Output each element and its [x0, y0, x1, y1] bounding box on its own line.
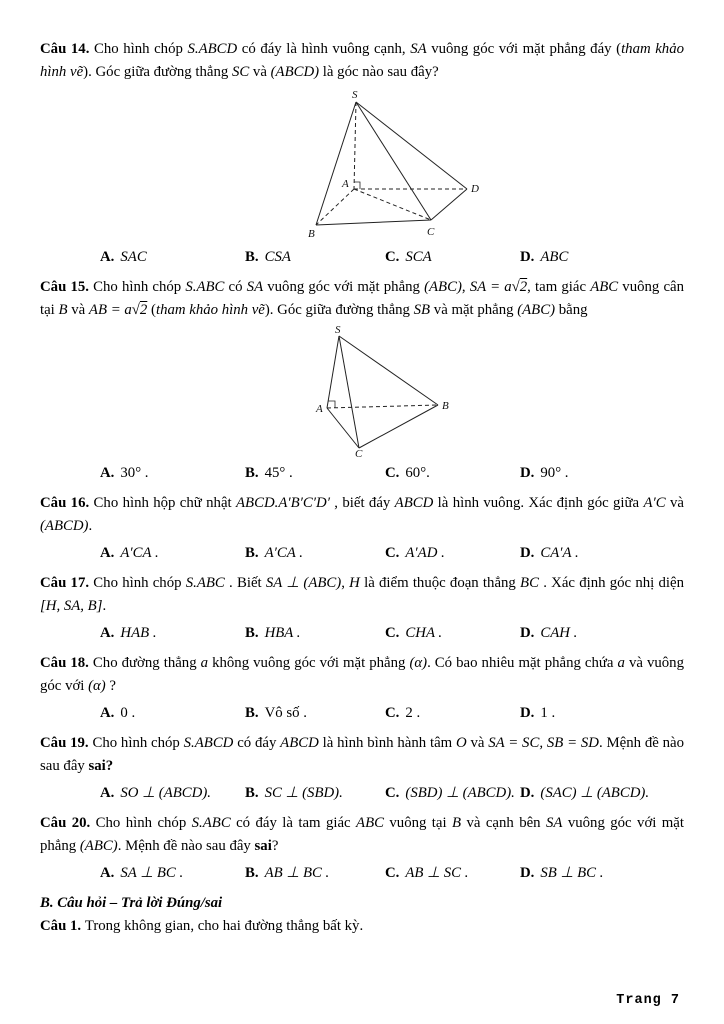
- text-run: sai?: [88, 758, 114, 774]
- text-run: A′C: [643, 495, 666, 511]
- answer-option-16a: [100, 542, 245, 564]
- text-run: và mặt phẳng: [430, 302, 518, 318]
- text-run: AB = a: [88, 302, 132, 318]
- text-run: . Có bao nhiêu mặt phẳng chứa: [427, 655, 618, 671]
- answer-label: A.: [100, 705, 115, 721]
- answer-label: B.: [245, 625, 259, 641]
- answer-label: D.: [520, 465, 535, 481]
- vertex-labels: [315, 324, 449, 458]
- text-run: SA = SC, SB = SD: [488, 735, 599, 751]
- answer-text: HAB .: [120, 625, 157, 641]
- vertex-label-a: A: [342, 178, 349, 190]
- figure-solid-edges: [327, 336, 438, 448]
- answer-option-15c: [385, 462, 520, 484]
- text-run: Cho hình chóp: [95, 815, 192, 831]
- answer-label: C.: [385, 249, 400, 265]
- answer-option-20a: [100, 862, 245, 884]
- right-angle-mark: [328, 401, 335, 408]
- answer-text: HBA .: [264, 625, 301, 641]
- answer-text: SO ⊥ (ABCD).: [120, 785, 211, 801]
- section-b-question-1: [40, 915, 684, 938]
- answer-label: D.: [520, 865, 535, 881]
- text-run: B: [452, 815, 462, 831]
- pyramid-sabc-svg: [312, 324, 457, 458]
- text-run: SA: [546, 815, 563, 831]
- text-run: S.ABCD: [183, 735, 234, 751]
- answer-option-17d: [520, 622, 684, 644]
- answer-option-14a: [100, 246, 245, 268]
- text-run: Trong không gian, cho hai đường thẳng bất kỳ.: [84, 918, 364, 934]
- question-18-answers: [40, 702, 684, 724]
- text-run: có đáy: [233, 735, 281, 751]
- question-20-text: [40, 812, 684, 858]
- text-run: và vuông góc với: [40, 655, 684, 694]
- answer-text: A′AD .: [405, 545, 445, 561]
- answer-label: C.: [385, 625, 400, 641]
- question-16-text: [40, 492, 684, 538]
- question-20-answers: [40, 862, 684, 884]
- answer-text: Vô số .: [264, 705, 307, 721]
- answer-label: C.: [385, 785, 400, 801]
- text-run: SA: [410, 41, 427, 57]
- answer-option-20c: [385, 862, 520, 884]
- answer-option-14b: [245, 246, 385, 268]
- vertex-labels: [308, 89, 479, 240]
- text-run: Cho hình chóp: [93, 41, 188, 57]
- answer-text: 0 .: [120, 705, 136, 721]
- answer-option-15d: [520, 462, 684, 484]
- question-block-15: [40, 276, 684, 484]
- text-run: √2: [511, 279, 528, 295]
- question-block-18: [40, 652, 684, 724]
- answer-text: SAC: [120, 249, 147, 265]
- figure-pyramid-sabc: [312, 324, 684, 458]
- vertex-label-a: A: [316, 403, 323, 415]
- text-run: (ABC): [424, 279, 462, 295]
- text-run: là hình bình hành tâm: [318, 735, 456, 751]
- text-run: a: [200, 655, 209, 671]
- text-run: B. Câu hỏi – Trả lời Đúng/sai: [40, 895, 223, 911]
- answer-option-18c: [385, 702, 520, 724]
- question-14-text: [40, 38, 684, 84]
- figure-solid-edges: [316, 102, 467, 225]
- figure-pyramid-sabcd: [298, 88, 684, 242]
- answer-label: A.: [100, 785, 115, 801]
- text-run: [H, SA, B]: [40, 598, 103, 614]
- answer-label: B.: [245, 249, 259, 265]
- text-run: vuông góc với mặt phẳng đáy (: [426, 41, 622, 57]
- text-run: , biết đáy: [329, 495, 395, 511]
- text-run: là điểm thuộc đoạn thẳng: [359, 575, 521, 591]
- answer-option-15a: [100, 462, 245, 484]
- question-17-answers: [40, 622, 684, 644]
- vertex-label-b: B: [308, 228, 315, 240]
- question-block-17: [40, 572, 684, 644]
- text-run: vuông góc với mặt phẳng: [40, 815, 684, 854]
- answer-text: SB ⊥ BC .: [540, 865, 604, 881]
- text-run: Câu 20.: [40, 815, 96, 831]
- text-run: vuông cân tại: [40, 279, 684, 318]
- answer-label: B.: [245, 785, 259, 801]
- question-block-14: [40, 38, 684, 268]
- answer-option-15b: [245, 462, 385, 484]
- vertex-label-s: S: [335, 324, 341, 336]
- text-run: (α): [409, 655, 428, 671]
- text-run: SC: [231, 64, 250, 80]
- answer-text: 45° .: [264, 465, 293, 481]
- text-run: ABC: [356, 815, 384, 831]
- vertex-label-s: S: [352, 89, 358, 101]
- page-number: Trang 7: [616, 993, 680, 1008]
- answer-option-14d: [520, 246, 684, 268]
- text-run: tham khảo hình vẽ: [155, 302, 265, 318]
- text-run: . Biết: [224, 575, 266, 591]
- answer-label: C.: [385, 545, 400, 561]
- text-run: S.ABC: [185, 279, 225, 295]
- text-run: ). Góc giữa đường thẳng: [264, 302, 414, 318]
- text-run: (ABCD): [270, 64, 320, 80]
- vertex-label-d: D: [471, 183, 479, 195]
- text-run: có: [224, 279, 247, 295]
- text-run: (α): [88, 678, 106, 694]
- answer-text: ABC: [540, 249, 569, 265]
- question-17-text: [40, 572, 684, 618]
- text-run: Cho hình hộp chữ nhật: [93, 495, 237, 511]
- answer-option-17a: [100, 622, 245, 644]
- answer-label: A.: [100, 545, 115, 561]
- answer-option-14c: [385, 246, 520, 268]
- answer-label: B.: [245, 465, 259, 481]
- text-run: bằng: [555, 302, 588, 318]
- text-run: . Xác định góc nhị diện: [538, 575, 684, 591]
- answer-text: 1 .: [540, 705, 556, 721]
- answer-label: D.: [520, 705, 535, 721]
- text-run: và: [466, 735, 489, 751]
- answer-option-19b: [245, 782, 385, 804]
- text-run: Câu 15.: [40, 279, 94, 295]
- text-run: Cho hình chóp: [93, 279, 186, 295]
- answer-option-17b: [245, 622, 385, 644]
- text-run: có đáy là hình vuông cạnh,: [237, 41, 411, 57]
- text-run: ,: [461, 279, 470, 295]
- answer-label: A.: [100, 625, 115, 641]
- answer-text: AB ⊥ BC .: [264, 865, 330, 881]
- pyramid-sabcd-svg: [298, 88, 508, 242]
- text-run: và: [665, 495, 684, 511]
- figure-dashed-edges: [316, 102, 467, 225]
- question-block-16: [40, 492, 684, 564]
- answer-label: A.: [100, 249, 115, 265]
- vertex-label-b: C: [355, 448, 363, 458]
- text-run: .: [88, 518, 93, 534]
- answer-text: A′CA .: [264, 545, 303, 561]
- text-run: (: [147, 302, 156, 318]
- answer-text: (SAC) ⊥ (ABCD).: [540, 785, 650, 801]
- text-run: ?: [105, 678, 117, 694]
- question-block-19: [40, 732, 684, 804]
- section-b-heading: [40, 892, 684, 915]
- answer-label: B.: [245, 545, 259, 561]
- text-run: S.ABC: [185, 575, 225, 591]
- answer-option-19d: [520, 782, 684, 804]
- text-run: Cho hình chóp: [92, 735, 184, 751]
- answer-option-18a: [100, 702, 245, 724]
- text-run: có đáy là tam giác: [230, 815, 357, 831]
- answer-label: A.: [100, 865, 115, 881]
- text-run: và: [249, 64, 271, 80]
- answer-text: CA′A .: [540, 545, 579, 561]
- answer-option-16b: [245, 542, 385, 564]
- answer-text: CSA: [264, 249, 291, 265]
- answer-text: SA ⊥ BC .: [120, 865, 184, 881]
- answer-text: CAH .: [540, 625, 578, 641]
- text-run: ABCD.A′B′C′D′: [236, 495, 330, 511]
- answer-option-16d: [520, 542, 684, 564]
- text-run: ABCD: [394, 495, 434, 511]
- text-run: . Mệnh đề nào sau đây: [117, 838, 255, 854]
- text-run: , tam giác: [527, 279, 591, 295]
- text-run: ,: [341, 575, 350, 591]
- answer-option-19a: [100, 782, 245, 804]
- text-run: O: [455, 735, 467, 751]
- answer-option-16c: [385, 542, 520, 564]
- answer-label: B.: [245, 705, 259, 721]
- answer-option-20d: [520, 862, 684, 884]
- text-run: vuông tại: [383, 815, 453, 831]
- text-run: S.ABCD: [187, 41, 238, 57]
- text-run: và cạnh bên: [461, 815, 546, 831]
- text-run: BC: [520, 575, 539, 591]
- text-run: (ABC): [79, 838, 118, 854]
- answer-text: 30° .: [120, 465, 149, 481]
- question-block-20: [40, 812, 684, 884]
- answer-label: B.: [245, 865, 259, 881]
- text-run: Cho hình chóp: [93, 575, 186, 591]
- answer-label: A.: [100, 465, 115, 481]
- text-run: S.ABC: [191, 815, 231, 831]
- answer-option-19c: [385, 782, 520, 804]
- answer-option-20b: [245, 862, 385, 884]
- answer-text: 60°.: [405, 465, 430, 481]
- vertex-label-c: C: [427, 226, 435, 238]
- text-run: Câu 19.: [40, 735, 93, 751]
- text-run: B: [58, 302, 68, 318]
- text-run: là hình vuông. Xác định góc giữa: [433, 495, 644, 511]
- question-19-answers: [40, 782, 684, 804]
- text-run: (ABC): [517, 302, 556, 318]
- text-run: ABC: [590, 279, 619, 295]
- text-run: Cho đường thẳng: [92, 655, 201, 671]
- text-run: ABCD: [280, 735, 319, 751]
- text-run: Câu 17.: [40, 575, 94, 591]
- text-run: Câu 18.: [40, 655, 93, 671]
- text-run: là góc nào sau đây?: [319, 64, 439, 80]
- answer-option-18d: [520, 702, 684, 724]
- answer-text: SC ⊥ (SBD).: [264, 785, 343, 801]
- text-run: H: [349, 575, 360, 591]
- answer-label: D.: [520, 249, 535, 265]
- text-run: (ABCD): [40, 518, 89, 534]
- text-run: sai: [254, 838, 272, 854]
- answer-text: A′CA .: [120, 545, 159, 561]
- answer-text: (SBD) ⊥ (ABCD).: [405, 785, 515, 801]
- right-angle-mark: [354, 182, 360, 189]
- question-19-text: [40, 732, 684, 778]
- text-run: Câu 14.: [40, 41, 94, 57]
- text-run: SB: [413, 302, 431, 318]
- text-run: SA ⊥ (ABC): [265, 575, 342, 591]
- text-run: ?: [271, 838, 279, 854]
- answer-label: D.: [520, 625, 535, 641]
- answer-label: C.: [385, 705, 400, 721]
- text-run: và: [67, 302, 89, 318]
- answer-label: C.: [385, 865, 400, 881]
- text-run: √2: [131, 302, 148, 318]
- question-16-answers: [40, 542, 684, 564]
- question-14-answers: [40, 246, 684, 268]
- figure-dashed-edges: [327, 405, 438, 408]
- answer-label: C.: [385, 465, 400, 481]
- answer-label: D.: [520, 545, 535, 561]
- question-15-text: [40, 276, 684, 322]
- text-run: vuông góc với mặt phẳng: [263, 279, 425, 295]
- answer-text: 90° .: [540, 465, 569, 481]
- answer-option-18b: [245, 702, 385, 724]
- text-run: ). Góc giữa đường thẳng: [83, 64, 232, 80]
- answer-text: AB ⊥ SC .: [405, 865, 469, 881]
- text-run: . Mệnh đề nào sau đây: [40, 735, 684, 774]
- text-run: SA = a: [469, 279, 512, 295]
- text-run: Câu 1.: [40, 918, 85, 934]
- answer-label: D.: [520, 785, 535, 801]
- text-run: SA: [246, 279, 264, 295]
- vertex-label-c: B: [442, 400, 449, 412]
- text-run: a: [617, 655, 625, 671]
- answer-option-17c: [385, 622, 520, 644]
- answer-text: SCA: [405, 249, 432, 265]
- text-run: .: [102, 598, 107, 614]
- text-run: Câu 16.: [40, 495, 94, 511]
- text-run: tham khảo hình vẽ: [40, 41, 684, 80]
- text-run: không vuông góc với mặt phẳng: [208, 655, 410, 671]
- question-18-text: [40, 652, 684, 698]
- answer-text: 2 .: [405, 705, 421, 721]
- answer-text: CHA .: [405, 625, 443, 641]
- question-15-answers: [40, 462, 684, 484]
